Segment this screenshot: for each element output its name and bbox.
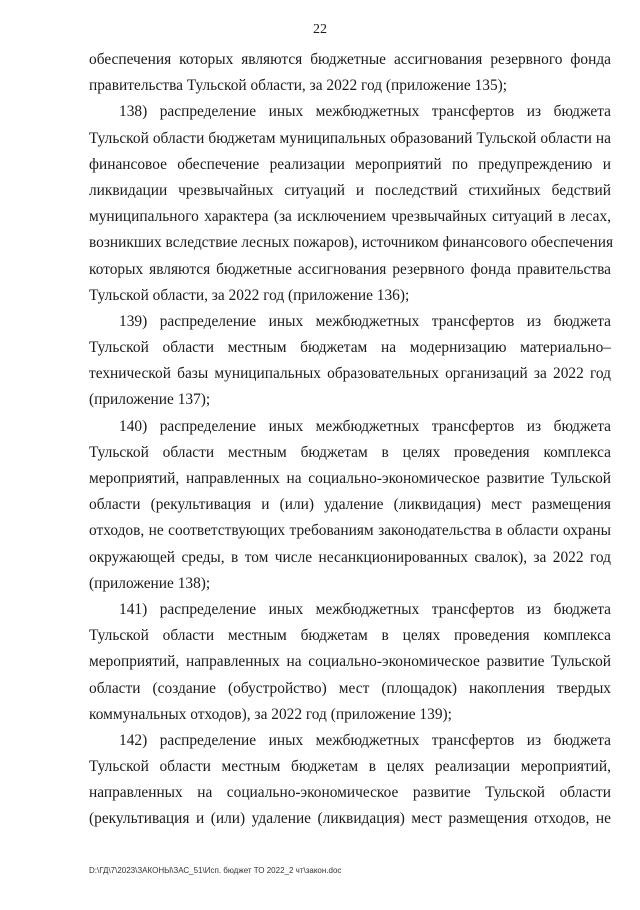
- text-line: (приложение 138);: [89, 574, 211, 592]
- text-line: ликвидации чрезвычайных ситуаций и последствий стихийных бедствий: [89, 181, 611, 199]
- text-line: правительства Тульской области, за 2022 год (приложение 135);: [89, 77, 508, 95]
- text-line: 141) распределение иных межбюджетных трансфертов из бюджета: [119, 600, 611, 618]
- text-line: окружающей среды, в том числе несанкционированных свалок), за 2022 год: [89, 548, 611, 566]
- text-line: 138) распределение иных межбюджетных трансфертов из бюджета: [119, 103, 611, 121]
- text-line: технической базы муниципальных образовательных организаций за 2022 год: [89, 365, 611, 383]
- text-line: Тульской области местным бюджетам в целях реализации мероприятий,: [89, 758, 611, 776]
- text-line: области (создание (обустройство) мест (площадок) накопления твердых: [89, 679, 611, 697]
- text-line: мероприятий, направленных на социально-экономическое развитие Тульской: [89, 653, 611, 671]
- text-line: муниципального характера (за исключением чрезвычайных ситуаций в лесах,: [89, 208, 611, 226]
- text-line: отходов, не соответствующих требованиям законодательства в области охраны: [89, 522, 611, 540]
- text-line: финансовое обеспечение реализации мероприятий по предупреждению и: [89, 155, 611, 173]
- text-line: Тульской области, за 2022 год (приложение 136);: [89, 286, 410, 304]
- text-line: (рекультивация и (или) удаление (ликвидация) мест размещения отходов, не: [89, 810, 611, 828]
- text-line: которых являются бюджетные ассигнования резервного фонда правительства: [89, 260, 611, 278]
- body-text: [89, 47, 614, 833]
- text-line: направленных на социально-экономическое развитие Тульской области: [89, 784, 611, 802]
- text-line: области (рекультивация и (или) удаление (ликвидация) мест размещения: [89, 496, 611, 514]
- text-line: 142) распределение иных межбюджетных трансфертов из бюджета: [119, 731, 611, 749]
- text-line: Тульской области бюджетам муниципальных образований Тульской области на: [89, 129, 611, 147]
- text-line: 140) распределение иных межбюджетных трансфертов из бюджета: [119, 417, 611, 435]
- text-line: обеспечения которых являются бюджетные ассигнования резервного фонда: [89, 51, 611, 68]
- text-line: Тульской области местным бюджетам на модернизацию материально–: [89, 339, 611, 357]
- text-line: 139) распределение иных межбюджетных трансфертов из бюджета: [119, 312, 611, 330]
- text-line: (приложение 137);: [89, 391, 211, 409]
- page-number: 22: [313, 22, 327, 37]
- text-line: мероприятий, направленных на социально-экономическое развитие Тульской: [89, 470, 611, 487]
- file-path-footer: D:\ГД\7\2023\ЗАКОНЫ\ЗАС_51\Исп. бюджет ТО 2022_2 чт\закон.doc: [89, 866, 342, 875]
- text-line: возникших вследствие лесных пожаров), источником финансового обеспечения: [89, 234, 614, 252]
- text-line: Тульской области местным бюджетам в целях проведения комплекса: [89, 443, 611, 461]
- text-line: Тульской области местным бюджетам в целях проведения комплекса: [89, 627, 611, 645]
- text-line: коммунальных отходов), за 2022 год (приложение 139);: [89, 705, 452, 723]
